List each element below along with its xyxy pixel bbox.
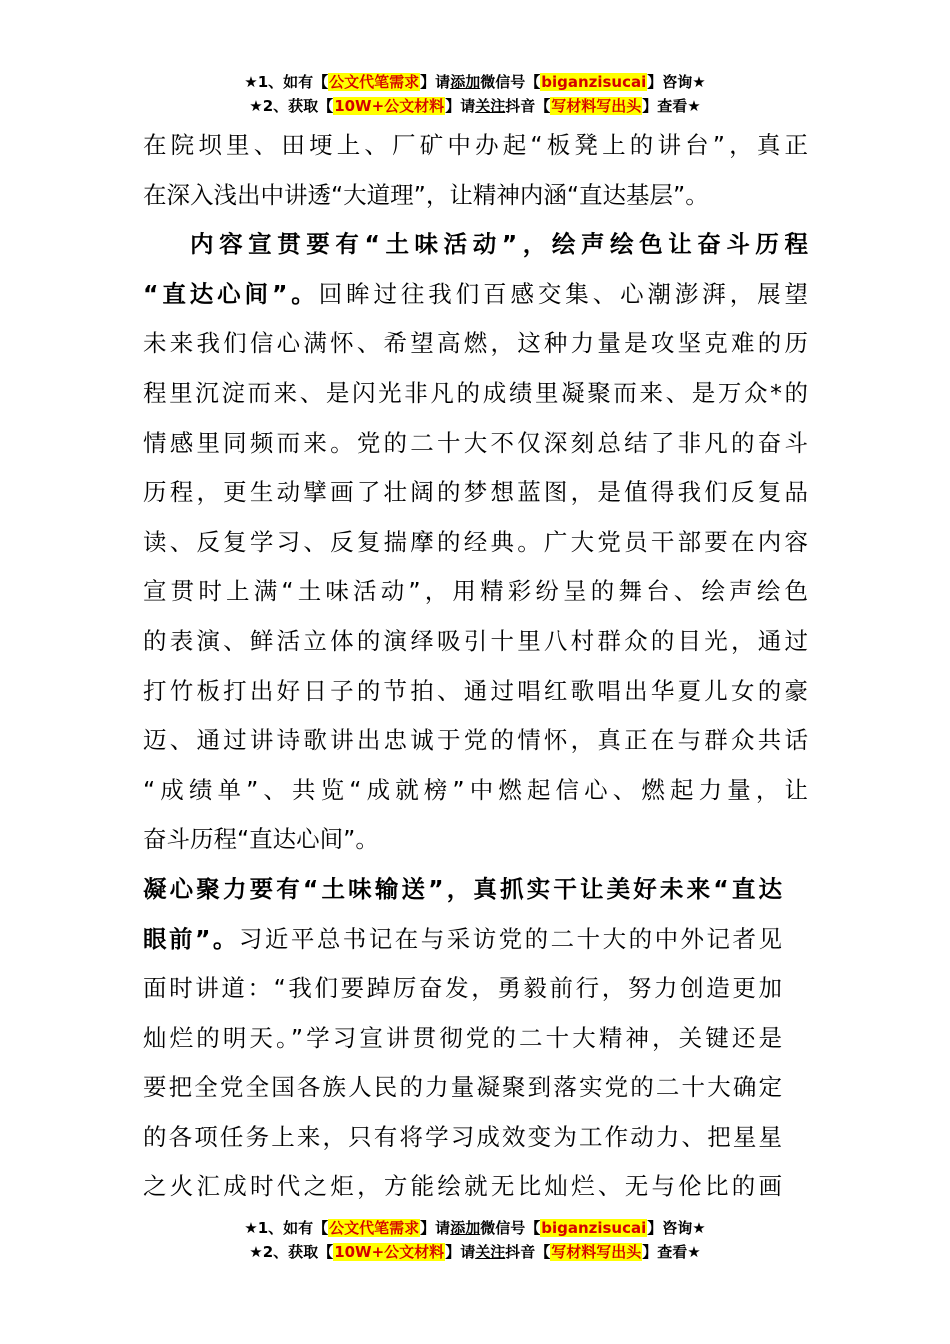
highlight-materials: 10W+公文材料: [334, 1243, 445, 1261]
text-line: [143, 915, 808, 965]
text-line: 宣贯时上满“土味活动”，用精彩纷呈的舞台、绘声绘色: [143, 577, 808, 606]
text-line: 面时讲道：“我们要踔厉奋发，勇毅前行，努力创造更加: [143, 974, 782, 1003]
paragraph-1: [143, 121, 808, 220]
footer-banner: [0, 1216, 950, 1264]
text-line: 灿烂的明天。”学习宣讲贯彻党的二十大精神，关键还是: [143, 1023, 782, 1052]
highlight-wechat-id: biganzisucai: [541, 1219, 647, 1237]
highlight-service: 公文代笔需求: [329, 73, 420, 91]
banner-text: 】咨询★: [647, 1219, 706, 1237]
text-line: [143, 270, 808, 320]
banner-text: 微信号【: [480, 1219, 541, 1237]
text-line: 打竹板打出好日子的节拍、通过唱红歌唱出华夏儿女的豪: [143, 676, 808, 705]
banner-text: ★1、如有【: [244, 73, 329, 91]
highlight-service: 公文代笔需求: [329, 1219, 420, 1237]
text-line: 在院坝里、田埂上、厂矿中办起“板凳上的讲台”，真正: [143, 131, 808, 159]
text-line: 情感里同频而来。党的二十大不仅深刻总结了非凡的奋斗: [143, 428, 808, 457]
banner-text: 】请: [445, 97, 476, 115]
highlight-materials: 10W+公文材料: [334, 97, 445, 115]
underlined-text: 添加: [450, 1219, 481, 1237]
banner-text: 抖音【: [505, 97, 551, 115]
banner-text: ★1、如有【: [244, 1219, 329, 1237]
text-line: 要把全党全国各族人民的力量凝聚到落实党的二十大确定: [143, 1073, 782, 1102]
banner-text: 】请: [445, 1243, 476, 1261]
highlight-douyin: 写材料写出头: [551, 1243, 642, 1261]
paragraph-3: [143, 865, 808, 1212]
text-line: 的各项任务上来，只有将学习成效变为工作动力、把星星: [143, 1122, 782, 1151]
banner-text: ★2、获取【: [249, 1243, 334, 1261]
highlight-douyin: 写材料写出头: [551, 97, 642, 115]
footer-line-2: [0, 1240, 950, 1264]
text-run: 回眸过往我们百感交集、心潮澎湃，展望: [318, 279, 809, 308]
paragraph-2: [143, 220, 808, 865]
text-line: 读、反复学习、反复揣摩的经典。广大党员干部要在内容: [143, 527, 808, 556]
banner-text: ★2、获取【: [249, 97, 334, 115]
text-line: 迈、通过讲诗歌讲出忠诚于党的情怀，真正在与群众共话: [143, 726, 808, 755]
text-line: 程里沉淀而来、是闪光非凡的成绩里凝聚而来、是万众*的: [143, 378, 808, 407]
underlined-text: 关注: [475, 97, 506, 115]
text-line: 未来我们信心满怀、希望高燃，这种力量是攻坚克难的历: [143, 329, 808, 358]
text-line: 的表演、鲜活立体的演绎吸引十里八村群众的目光，通过: [143, 626, 808, 655]
text-line: 奋斗历程“直达心间”。: [143, 825, 379, 854]
banner-text: 微信号【: [480, 73, 541, 91]
section-heading-end: 眼前”。: [143, 924, 239, 953]
banner-text: 】查看★: [642, 97, 701, 115]
text-run: 习近平总书记在与采访党的二十大的中外记者见: [238, 924, 782, 953]
banner-text: 抖音【: [505, 1243, 551, 1261]
banner-text: 】请: [420, 73, 451, 91]
banner-text: 】查看★: [642, 1243, 701, 1261]
footer-line-1: [0, 1216, 950, 1240]
text-line: 之火汇成时代之炬，方能绘就无比灿烂、无与伦比的画: [143, 1172, 782, 1201]
section-heading: 内容宣贯要有“土味活动”，绘声绘色让奋斗历程: [190, 230, 808, 259]
banner-text: 】请: [420, 1219, 451, 1237]
banner-text: 】咨询★: [647, 73, 706, 91]
header-banner: [0, 70, 950, 118]
text-line: 历程，更生动擘画了壮阔的梦想蓝图，是值得我们反复品: [143, 478, 808, 507]
underlined-text: 关注: [475, 1243, 506, 1261]
text-line: “成绩单”、共览“成就榜”中燃起信心、燃起力量，让: [143, 775, 808, 804]
header-line-2: [0, 94, 950, 118]
text-line: 在深入浅出中讲透“大道理”，让精神内涵“直达基层”。: [143, 180, 709, 209]
document-body: [143, 121, 808, 1212]
section-heading-end: “直达心间”。: [143, 279, 319, 308]
highlight-wechat-id: biganzisucai: [541, 73, 647, 91]
underlined-text: 添加: [450, 73, 481, 91]
section-heading: 凝心聚力要有“土味输送”，真抓实干让美好未来“直达: [143, 874, 782, 903]
header-line-1: [0, 70, 950, 94]
